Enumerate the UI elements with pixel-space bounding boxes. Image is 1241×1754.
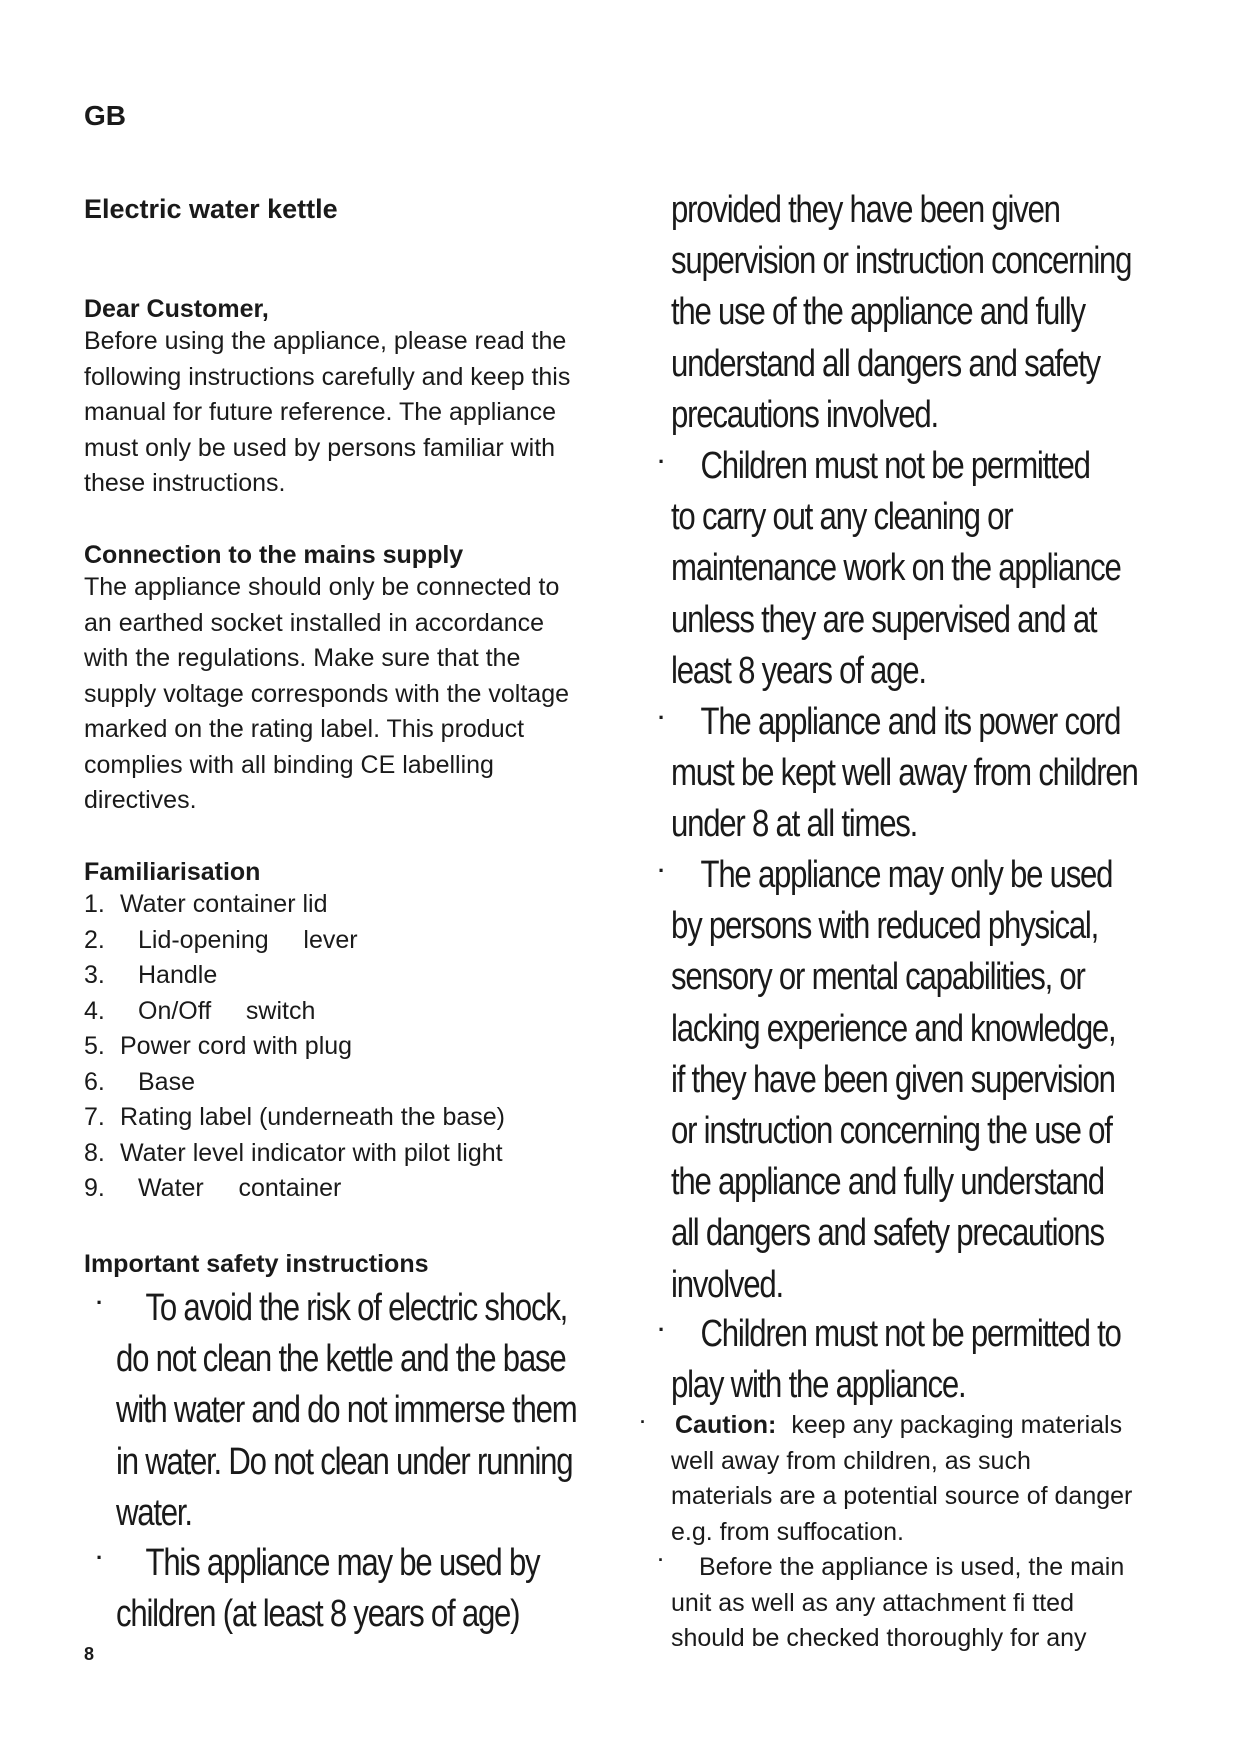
text-line: should be checked thoroughly for any xyxy=(671,1624,1087,1652)
item-number: 6. xyxy=(84,1067,105,1096)
bullet-icon: · xyxy=(658,705,666,730)
text-line: play with the appliance. xyxy=(671,1364,966,1407)
list-item xyxy=(84,958,604,994)
text-line: Children must not be permitted xyxy=(700,445,1090,487)
safety-item-reduced-capabilities xyxy=(671,850,1213,1311)
text-line: materials are a potential source of danger xyxy=(671,1482,1133,1510)
text-line: complies with all binding CE labelling xyxy=(84,750,494,779)
text-line: The appliance should only be connected to xyxy=(84,573,560,601)
item-label: Power cord with plug xyxy=(120,1032,353,1060)
text-line: To avoid the risk of electric shock, xyxy=(145,1287,568,1329)
list-item xyxy=(84,1065,604,1101)
text-line: by persons with reduced physical, xyxy=(671,905,1099,948)
item-number: 8. xyxy=(84,1138,105,1167)
list-item xyxy=(84,1100,604,1136)
text-line: well away from children, as such xyxy=(671,1446,1031,1475)
item-number: 3. xyxy=(84,961,105,989)
bullet-icon: · xyxy=(96,1545,104,1570)
text-line: with water and do not immerse them xyxy=(116,1389,577,1432)
safety-item-continuation xyxy=(671,185,1232,441)
bullet-icon: · xyxy=(658,858,666,883)
text-line: must only be used by persons familiar with xyxy=(84,433,556,462)
bullet-icon: · xyxy=(658,1550,664,1570)
text-line: The appliance may only be used xyxy=(700,854,1113,896)
list-item xyxy=(84,1029,604,1065)
item-label: Water container lid xyxy=(120,890,328,918)
text-line: to carry out any cleaning or xyxy=(671,496,1013,539)
text-line: maintenance work on the appliance xyxy=(671,547,1121,590)
text-line: supervision or instruction concerning xyxy=(671,240,1132,283)
safety-item-play xyxy=(671,1309,1219,1411)
text-line: if they have been given supervision xyxy=(671,1058,1115,1101)
text-line: the use of the appliance and fully xyxy=(671,291,1085,334)
text-line: sensory or mental capabilities, or xyxy=(671,956,1085,999)
item-number: 7. xyxy=(84,1103,105,1131)
greeting-body xyxy=(84,324,604,502)
text-line: marked on the rating label. This product xyxy=(84,715,525,743)
bullet-icon: · xyxy=(658,1317,666,1342)
familiarisation-section xyxy=(84,858,604,1207)
safety-heading: Important safety instructions xyxy=(84,1250,429,1278)
safety-item-cord xyxy=(671,697,1240,851)
safety-item-electric-shock xyxy=(116,1283,678,1539)
item-label: Handle xyxy=(138,961,218,989)
list-item xyxy=(84,994,604,1030)
mains-heading: Connection to the mains supply xyxy=(84,541,464,569)
caution-text: keep any packaging materials xyxy=(791,1411,1123,1439)
item-number: 9. xyxy=(84,1174,105,1202)
text-line: children (at least 8 years of age) xyxy=(116,1593,520,1636)
item-number: 4. xyxy=(84,996,105,1025)
text-line: directives. xyxy=(84,786,197,814)
list-item xyxy=(84,1171,604,1207)
text-line: lacking experience and knowledge, xyxy=(671,1007,1116,1050)
parts-list xyxy=(84,887,604,1207)
text-line: Children must not be permitted to xyxy=(700,1313,1121,1355)
list-item xyxy=(84,923,604,959)
safety-item-inspection xyxy=(671,1550,1231,1657)
safety-item-cleaning xyxy=(671,441,1219,697)
bullet-icon: · xyxy=(96,1290,104,1315)
safety-item-children-use xyxy=(116,1538,632,1640)
text-line: an earthed socket installed in accordance xyxy=(84,608,545,637)
item-label: Water level indicator with pilot light xyxy=(120,1138,503,1167)
text-line: involved. xyxy=(671,1263,783,1306)
text-line: with the regulations. Make sure that the xyxy=(84,644,521,672)
text-line: do not clean the kettle and the base xyxy=(116,1338,566,1381)
text-line: Before the appliance is used, the main xyxy=(699,1553,1125,1581)
item-label: Lid-opening lever xyxy=(138,925,358,954)
text-line: following instructions carefully and keep this xyxy=(84,362,571,391)
item-number: 1. xyxy=(84,890,105,918)
item-label: Water container xyxy=(138,1174,342,1202)
text-line: unless they are supervised and at xyxy=(671,598,1097,641)
list-item xyxy=(84,887,604,923)
text-line: e.g. from suffocation. xyxy=(671,1517,904,1546)
text-line: or instruction concerning the use of xyxy=(671,1110,1112,1153)
text-line: provided they have been given xyxy=(671,189,1060,231)
item-label: Rating label (underneath the base) xyxy=(120,1103,505,1131)
page-title: Electric water kettle xyxy=(84,194,338,224)
familiarisation-heading: Familiarisation xyxy=(84,858,261,886)
text-line: The appliance and its power cord xyxy=(700,701,1121,743)
region-code: GB xyxy=(84,100,126,131)
bullet-icon: · xyxy=(640,1412,646,1432)
mains-body xyxy=(84,570,604,819)
text-line: manual for future reference. The appliance xyxy=(84,398,557,426)
text-line: must be kept well away from children xyxy=(671,752,1138,795)
text-line: supply voltage corresponds with the voltage xyxy=(84,679,570,708)
item-number: 2. xyxy=(84,925,105,954)
text-line: Before using the appliance, please read the xyxy=(84,327,567,355)
item-label: On/Off switch xyxy=(138,996,316,1025)
list-item xyxy=(84,1136,604,1172)
item-label: Base xyxy=(138,1067,195,1096)
text-line: in water. Do not clean under running xyxy=(116,1440,573,1483)
caution-label: Caution: xyxy=(675,1411,777,1439)
text-line: water. xyxy=(116,1491,192,1534)
text-line: all dangers and safety precautions xyxy=(671,1212,1104,1255)
greeting-heading: Dear Customer, xyxy=(84,295,269,323)
text-line: least 8 years of age. xyxy=(671,649,926,692)
text-line: unit as well as any attachment fi tted xyxy=(671,1588,1074,1617)
text-line: This appliance may be used by xyxy=(145,1542,540,1584)
mains-section xyxy=(84,541,604,819)
text-line: under 8 at all times. xyxy=(671,803,918,846)
text-line: understand all dangers and safety xyxy=(671,342,1100,385)
text-line: the appliance and fully understand xyxy=(671,1161,1104,1204)
bullet-icon: · xyxy=(658,449,666,474)
caution-item xyxy=(671,1408,1231,1550)
text-line: these instructions. xyxy=(84,469,286,497)
text-line: precautions involved. xyxy=(671,393,938,436)
page-number: 8 xyxy=(84,1644,95,1664)
item-number: 5. xyxy=(84,1032,105,1060)
greeting-section xyxy=(84,295,604,502)
